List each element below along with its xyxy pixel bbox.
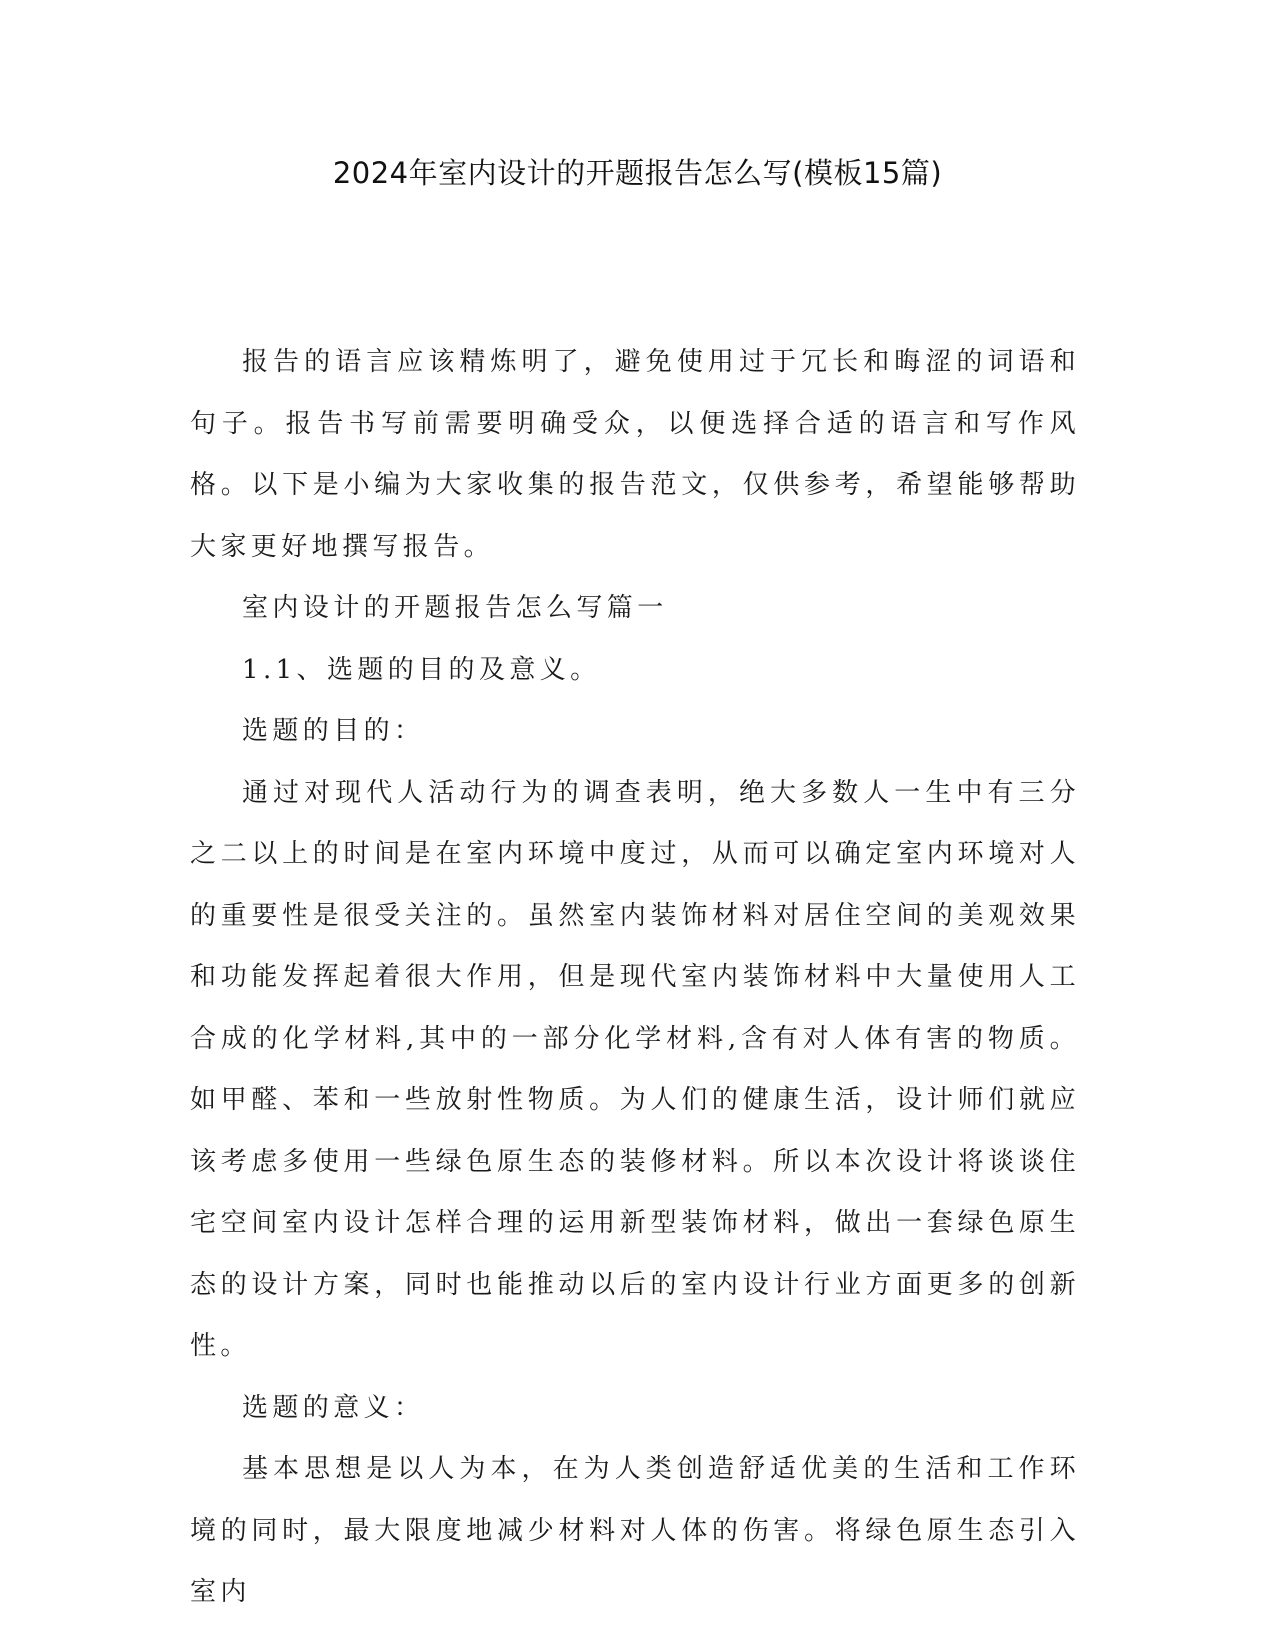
document-body [190,332,1080,1624]
subsection-heading: 1.1、选题的目的及意义。 [242,654,601,685]
section-heading: 室内设计的开题报告怎么写篇一 [242,593,668,623]
significance-paragraph: 基本思想是以人为本，在为人类创造舒适优美的生活和工作环境的同时，最大限度地减少材料对人体的伤害。将绿色原生态引入室内 [190,1454,1080,1607]
intro-paragraph: 报告的语言应该精炼明了，避免使用过于冗长和晦涩的词语和句子。报告书写前需要明确受众，以便选择合适的语言和写作风格。以下是小编为大家收集的报告范文，仅供参考，希望能够帮助大家更好地撰写报告。 [190,347,1080,562]
document-title: 2024年室内设计的开题报告怎么写(模板15篇) [332,156,943,190]
purpose-label: 选题的目的： [242,716,425,746]
significance-label: 选题的意义： [242,1392,425,1423]
purpose-paragraph: 通过对现代人活动行为的调查表明，绝大多数人一生中有三分之二以上的时间是在室内环境中度过，从而可以确定室内环境对人的重要性是很受关注的。虽然室内装饰材料对居住空间的美观效果和功能发挥起着很大作用，但是现代室内装饰材料中大量使用人工合成的化学材料,其中的一部分化学材料,含有对人体有害的物质。如甲醛、苯和一些放射性物质。为人们的健康生活，设计师们就应该考虑多使用一些绿色原生态的装修材料。所以本次设计将谈谈住宅空间室内设计怎样合理的运用新型装饰材料，做出一套绿色原生态的设计方案，同时也能推动以后的室内设计行业方面更多的创新性。 [190,777,1080,1361]
